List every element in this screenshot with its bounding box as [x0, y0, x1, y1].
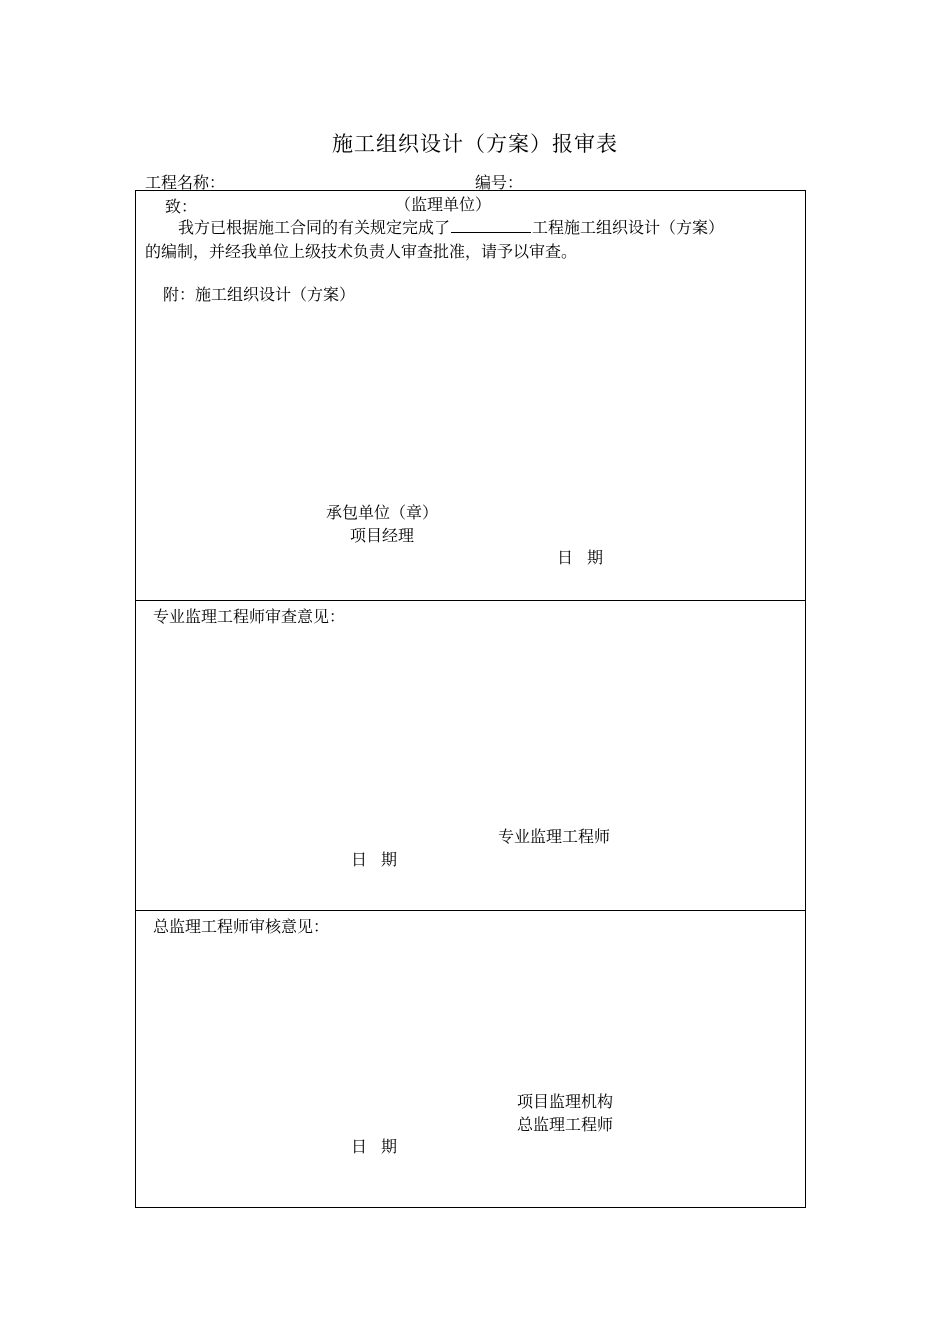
submission-text-part2: 工程施工组织设计（方案） — [532, 218, 725, 237]
to-label: 致： — [165, 197, 198, 216]
submission-text-line1 — [178, 215, 724, 238]
project-name-label: 工程名称： — [145, 173, 226, 192]
submission-text-part1: 我方已根据施工合同的有关规定完成了 — [178, 218, 451, 237]
review-form-table — [135, 190, 806, 1208]
section-divider-2 — [135, 910, 806, 911]
specialist-date-label: 日期 — [351, 850, 412, 869]
chief-engineer-label: 总监理工程师 — [517, 1115, 614, 1134]
specialist-engineer-label: 专业监理工程师 — [498, 827, 611, 846]
submission-text-line2: 的编制，并经我单位上级技术负责人审查批准，请予以审查。 — [145, 242, 578, 261]
contractor-date-label: 日期 — [557, 548, 618, 567]
attachment-label: 附：施工组织设计（方案） — [163, 285, 356, 304]
section-divider-1 — [135, 600, 806, 601]
specialist-review-heading: 专业监理工程师审查意见： — [153, 607, 346, 626]
supervisor-unit-label: （监理单位） — [395, 195, 492, 214]
chief-review-heading: 总监理工程师审核意见： — [153, 917, 330, 936]
project-name-blank — [451, 215, 531, 233]
contractor-seal-label: 承包单位（章） — [326, 503, 439, 522]
supervision-org-label: 项目监理机构 — [517, 1092, 614, 1111]
number-label: 编号： — [475, 173, 524, 192]
page-title: 施工组织设计（方案）报审表 — [332, 132, 618, 156]
chief-date-label: 日期 — [351, 1137, 412, 1156]
project-manager-label: 项目经理 — [350, 526, 415, 545]
